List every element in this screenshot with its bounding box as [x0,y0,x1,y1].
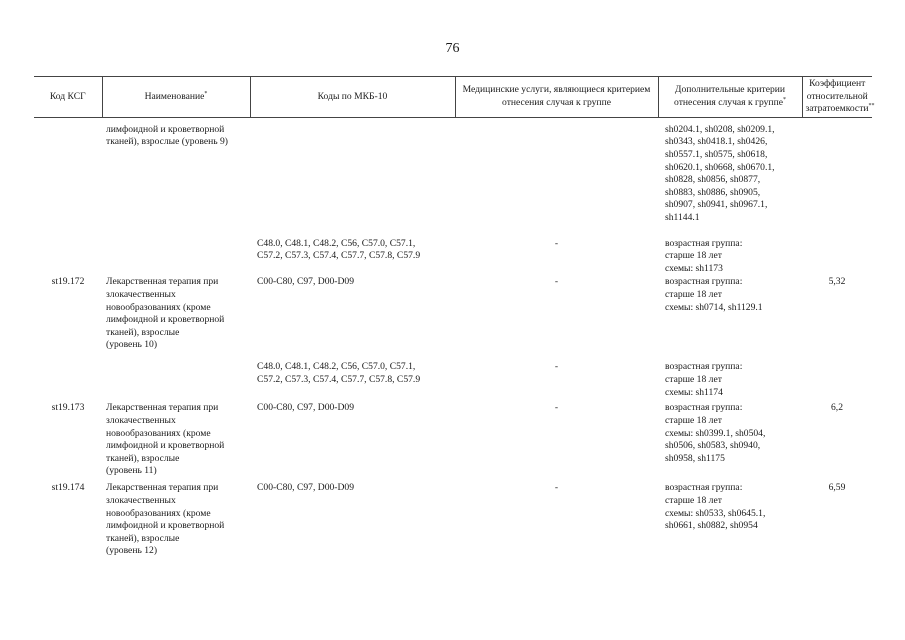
ksg-table [34,76,875,562]
cell-services: - [554,237,559,249]
cell-icd [250,117,455,224]
header-icd: Коды по МКБ-10 [250,77,455,118]
page-number: 76 [445,41,460,56]
cell-coef [802,361,872,402]
cell-code [34,225,102,276]
cell-services: - [554,361,559,373]
cell-name: Лекарственная терапия при злокачественных новообразованиях (кроме лимфоидной и кроветворной тканей), взрослые (уровень 12) [106,482,225,557]
cell-icd: C00-C80, C97, D00-D09 [257,402,355,414]
cell-services: - [554,482,559,494]
cell-name [102,225,250,276]
cell-code: st19.173 [51,402,85,414]
cell-icd: C48.0, C48.1, C48.2, C56, C57.0, C57.1, C57.2, C57.3, C57.4, C57.7, C57.8, C57.9 [257,237,421,262]
table-row [34,275,872,361]
cell-criteria: возрастная группа: старше 18 лет схемы: sh0399.1, sh0504, sh0506, sh0583, sh0940, sh0958, sh1175 [665,402,766,464]
cell-services [455,117,658,224]
cell-icd: C48.0, C48.1, C48.2, C56, C57.0, C57.1, C57.2, C57.3, C57.4, C57.7, C57.8, C57.9 [257,361,421,385]
header-criteria: Дополнительные критерии отнесения случая к группе* [658,77,802,118]
header-coef: Коэффициент относительной затратоемкости** [802,77,872,118]
header-services: Медицинские услуги, являющиеся критерием отнесения случая к группе [455,77,658,118]
cell-criteria: sh0204.1, sh0208, sh0209.1, sh0343, sh0418.1, sh0426, sh0557.1, sh0575, sh0618, sh0620.1, sh0668, sh0670.1, sh0828, sh0856, sh0877, sh0883, sh0886, sh0905, sh0907, sh0941, sh0967.1, sh1144.1 [665,123,775,223]
cell-code [34,117,102,224]
cell-code: st19.172 [51,276,85,288]
cell-coef: 6,59 [828,482,846,494]
table-row [34,402,872,482]
table-row [34,482,872,562]
table-row [34,225,872,276]
cell-criteria: возрастная группа: старше 18 лет схемы: sh0533, sh0645.1, sh0661, sh0882, sh0954 [665,482,766,532]
cell-name: Лекарственная терапия при злокачественных новообразованиях (кроме лимфоидной и кроветворной тканей), взрослые (уровень 11) [106,402,225,477]
cell-services: - [554,276,559,288]
cell-name: Лекарственная терапия при злокачественных новообразованиях (кроме лимфоидной и кроветворной тканей), взрослые (уровень 10) [106,276,225,351]
cell-criteria: возрастная группа: старше 18 лет схемы: sh1173 [665,237,743,274]
cell-icd: C00-C80, C97, D00-D09 [257,482,355,494]
cell-name: лимфоидной и кроветворной тканей), взрослые (уровень 9) [106,123,229,148]
cell-coef: 6,2 [831,402,843,414]
header-name: Наименование* [102,77,250,118]
cell-code: st19.174 [51,482,85,494]
cell-coef [802,225,872,276]
cell-icd: C00-C80, C97, D00-D09 [257,276,355,288]
cell-name [102,361,250,402]
cell-criteria: возрастная группа: старше 18 лет схемы: sh0714, sh1129.1 [665,276,763,313]
cell-criteria: возрастная группа: старше 18 лет схемы: sh1174 [665,361,743,398]
cell-coef: 5,32 [828,276,846,288]
cell-coef [802,117,872,224]
table-header-row [34,77,872,118]
cell-code [34,361,102,402]
cell-services: - [554,402,559,414]
header-code: Код КСГ [34,77,102,118]
table-row [34,117,872,224]
table-row [34,361,872,402]
